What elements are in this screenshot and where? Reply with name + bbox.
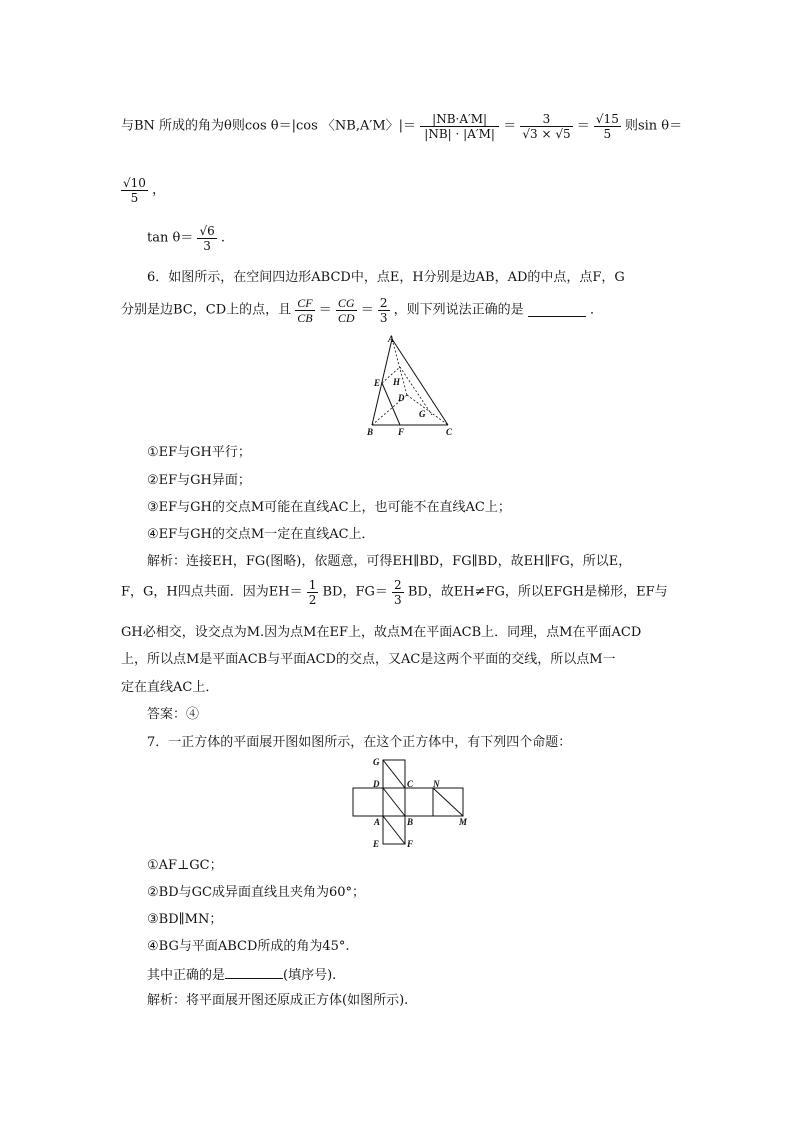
fraction-den: 3 [379,311,388,325]
fraction-den: √3 × √5 [522,127,571,141]
fraction-den: 2 [308,593,317,607]
fraction-root6-over-3 [197,224,216,253]
ask-text: 其中正确的是 [147,968,226,983]
equals-sign: ＝ [318,302,332,318]
q6-line2 [121,296,603,325]
fraction-den: 5 [130,191,139,205]
fraction-root10-over-5 [121,176,148,205]
equals-sign: ＝ [576,118,590,134]
q6-answer: 答案：④ [147,707,200,722]
q6-solution-line1: 解析：连接EH，FG(图略)，依题意，可得EH∥BD，FG∥BD，故EH∥FG，所以E， [147,554,632,569]
q6-option-2: ②EF与GH异面； [147,473,251,488]
fraction-num: √6 [199,224,215,238]
q6-option-1: ①EF与GH平行； [147,445,251,460]
label-e: E [374,378,381,388]
q7-option-3: ③BD∥MN； [147,912,223,927]
diagonal-top [383,760,405,788]
fraction-den: |NB| · |A′M| [424,127,495,141]
label-d: D [373,779,380,789]
label-e: E [373,839,380,849]
q7-solution: 解析：将平面展开图还原成正方体(如图所示). [147,993,409,1008]
net-face-c-n [405,788,433,816]
fraction-num: 3 [520,112,572,127]
fraction-cos-big [420,112,499,141]
label-d: D [398,393,405,403]
q7-option-1: ①AF⊥GC； [147,858,223,873]
cube-net-figure [344,755,479,855]
segment-ef [382,383,400,425]
q6-option-3: ③EF与GH的交点M可能在直线AC上，也可能不在直线AC上； [147,500,511,515]
answer-blank [528,304,586,317]
fraction-root15-over-5 [594,112,621,141]
period: ． [589,302,603,318]
q6-solution-line2 [121,578,668,607]
q7-ask [147,966,336,984]
fraction-2-3b [392,578,404,607]
q6-line1: 6．如图所示，在空间四边形ABCD中，点E，H分别是边AB，AD的中点，点F，G [147,270,625,285]
fraction-den: 3 [394,593,402,607]
segment-hg-hidden [400,367,432,415]
q6-solution-line3: GH必相交，设交点为M.因为点M在EF上，故点M在平面ACB上．同理，点M在平面ACD [121,625,642,640]
cube-net-svg [344,755,479,855]
fraction-num: √10 [123,176,146,190]
formula-line-tan [147,224,225,253]
q7-option-2: ②BD与GC成异面直线且夹角为60°； [147,885,366,900]
fraction-num: 2 [379,296,388,310]
answer-blank [225,966,283,979]
q6-option-4: ④EF与GH的交点M一定在直线AC上． [147,527,375,542]
formula-line-cos [121,112,682,141]
fraction-den: CD [337,311,355,325]
fraction-den: 3 [203,239,211,253]
label-c: C [407,779,414,789]
label-h: H [393,377,401,387]
tetrahedron-figure [360,335,460,440]
diagonal-bottom [383,816,405,844]
q6-solution-line4: 上，所以点M是平面ACB与平面ACD的交点，又AC是这两个平面的交线，所以点M一 [121,652,616,667]
equals-sign: ＝ [360,302,374,318]
diagonal-middle [383,788,405,816]
fraction-den: CB [297,311,313,325]
fraction-num: |NB·A′M| [420,112,499,127]
label-c: C [446,427,453,437]
fraction-num: 2 [394,578,402,592]
solution-text: BD，FG＝ [322,584,388,600]
fraction-num: √15 [595,112,619,126]
formula-line-sin-value [121,176,165,205]
solution-text: BD，故EH≠FG，所以EFGH是梯形，EF与 [407,584,668,600]
formula-suffix: 则sin θ＝ [624,118,683,134]
tan-label: tan θ＝ [147,230,194,246]
period: . [220,230,226,246]
fraction-cf-cb [295,296,314,325]
fraction-1-2 [307,578,319,607]
label-n: N [433,779,440,789]
q7-option-4: ④BG与平面ABCD所成的角为45°. [147,939,350,954]
q6-text: 分别是边BC，CD上的点，且 [121,302,292,318]
net-face-left [353,788,383,816]
equals-sign: ＝ [503,118,517,134]
fraction-2-3 [378,296,390,325]
fraction-den: 5 [603,127,612,141]
label-g: G [419,409,426,419]
fraction-3-over-root [520,112,572,141]
label-a: A [388,335,395,344]
q6-solution-line5: 定在直线AC上． [121,680,219,695]
label-b: B [367,427,374,437]
label-a: A [374,817,381,827]
q7-line1: 7．一正方体的平面展开图如图所示，在这个正方体中，有下列四个命题： [147,735,572,750]
label-b: B [407,817,414,827]
formula-prefix: 与BN 所成的角为θ则cos θ＝|cos 〈NB,A′M〉|＝ [121,118,417,134]
edge-dc-hidden [407,395,448,425]
label-f: F [398,427,405,437]
label-m: M [459,817,468,827]
q6-text: ，则下列说法正确的是 [393,302,524,318]
fraction-num: CF [297,296,313,310]
solution-text: F，G，H四点共面．因为EH＝ [121,584,303,600]
tetrahedron-svg [360,335,460,440]
fraction-num: 1 [308,578,317,592]
fraction-cg-cd [336,296,357,325]
ask-text: (填序号). [283,968,337,983]
label-g: G [373,757,380,767]
comma: ， [152,182,166,198]
diagonal-nm [433,788,463,816]
fraction-num: CG [337,296,355,310]
label-f: F [407,839,414,849]
